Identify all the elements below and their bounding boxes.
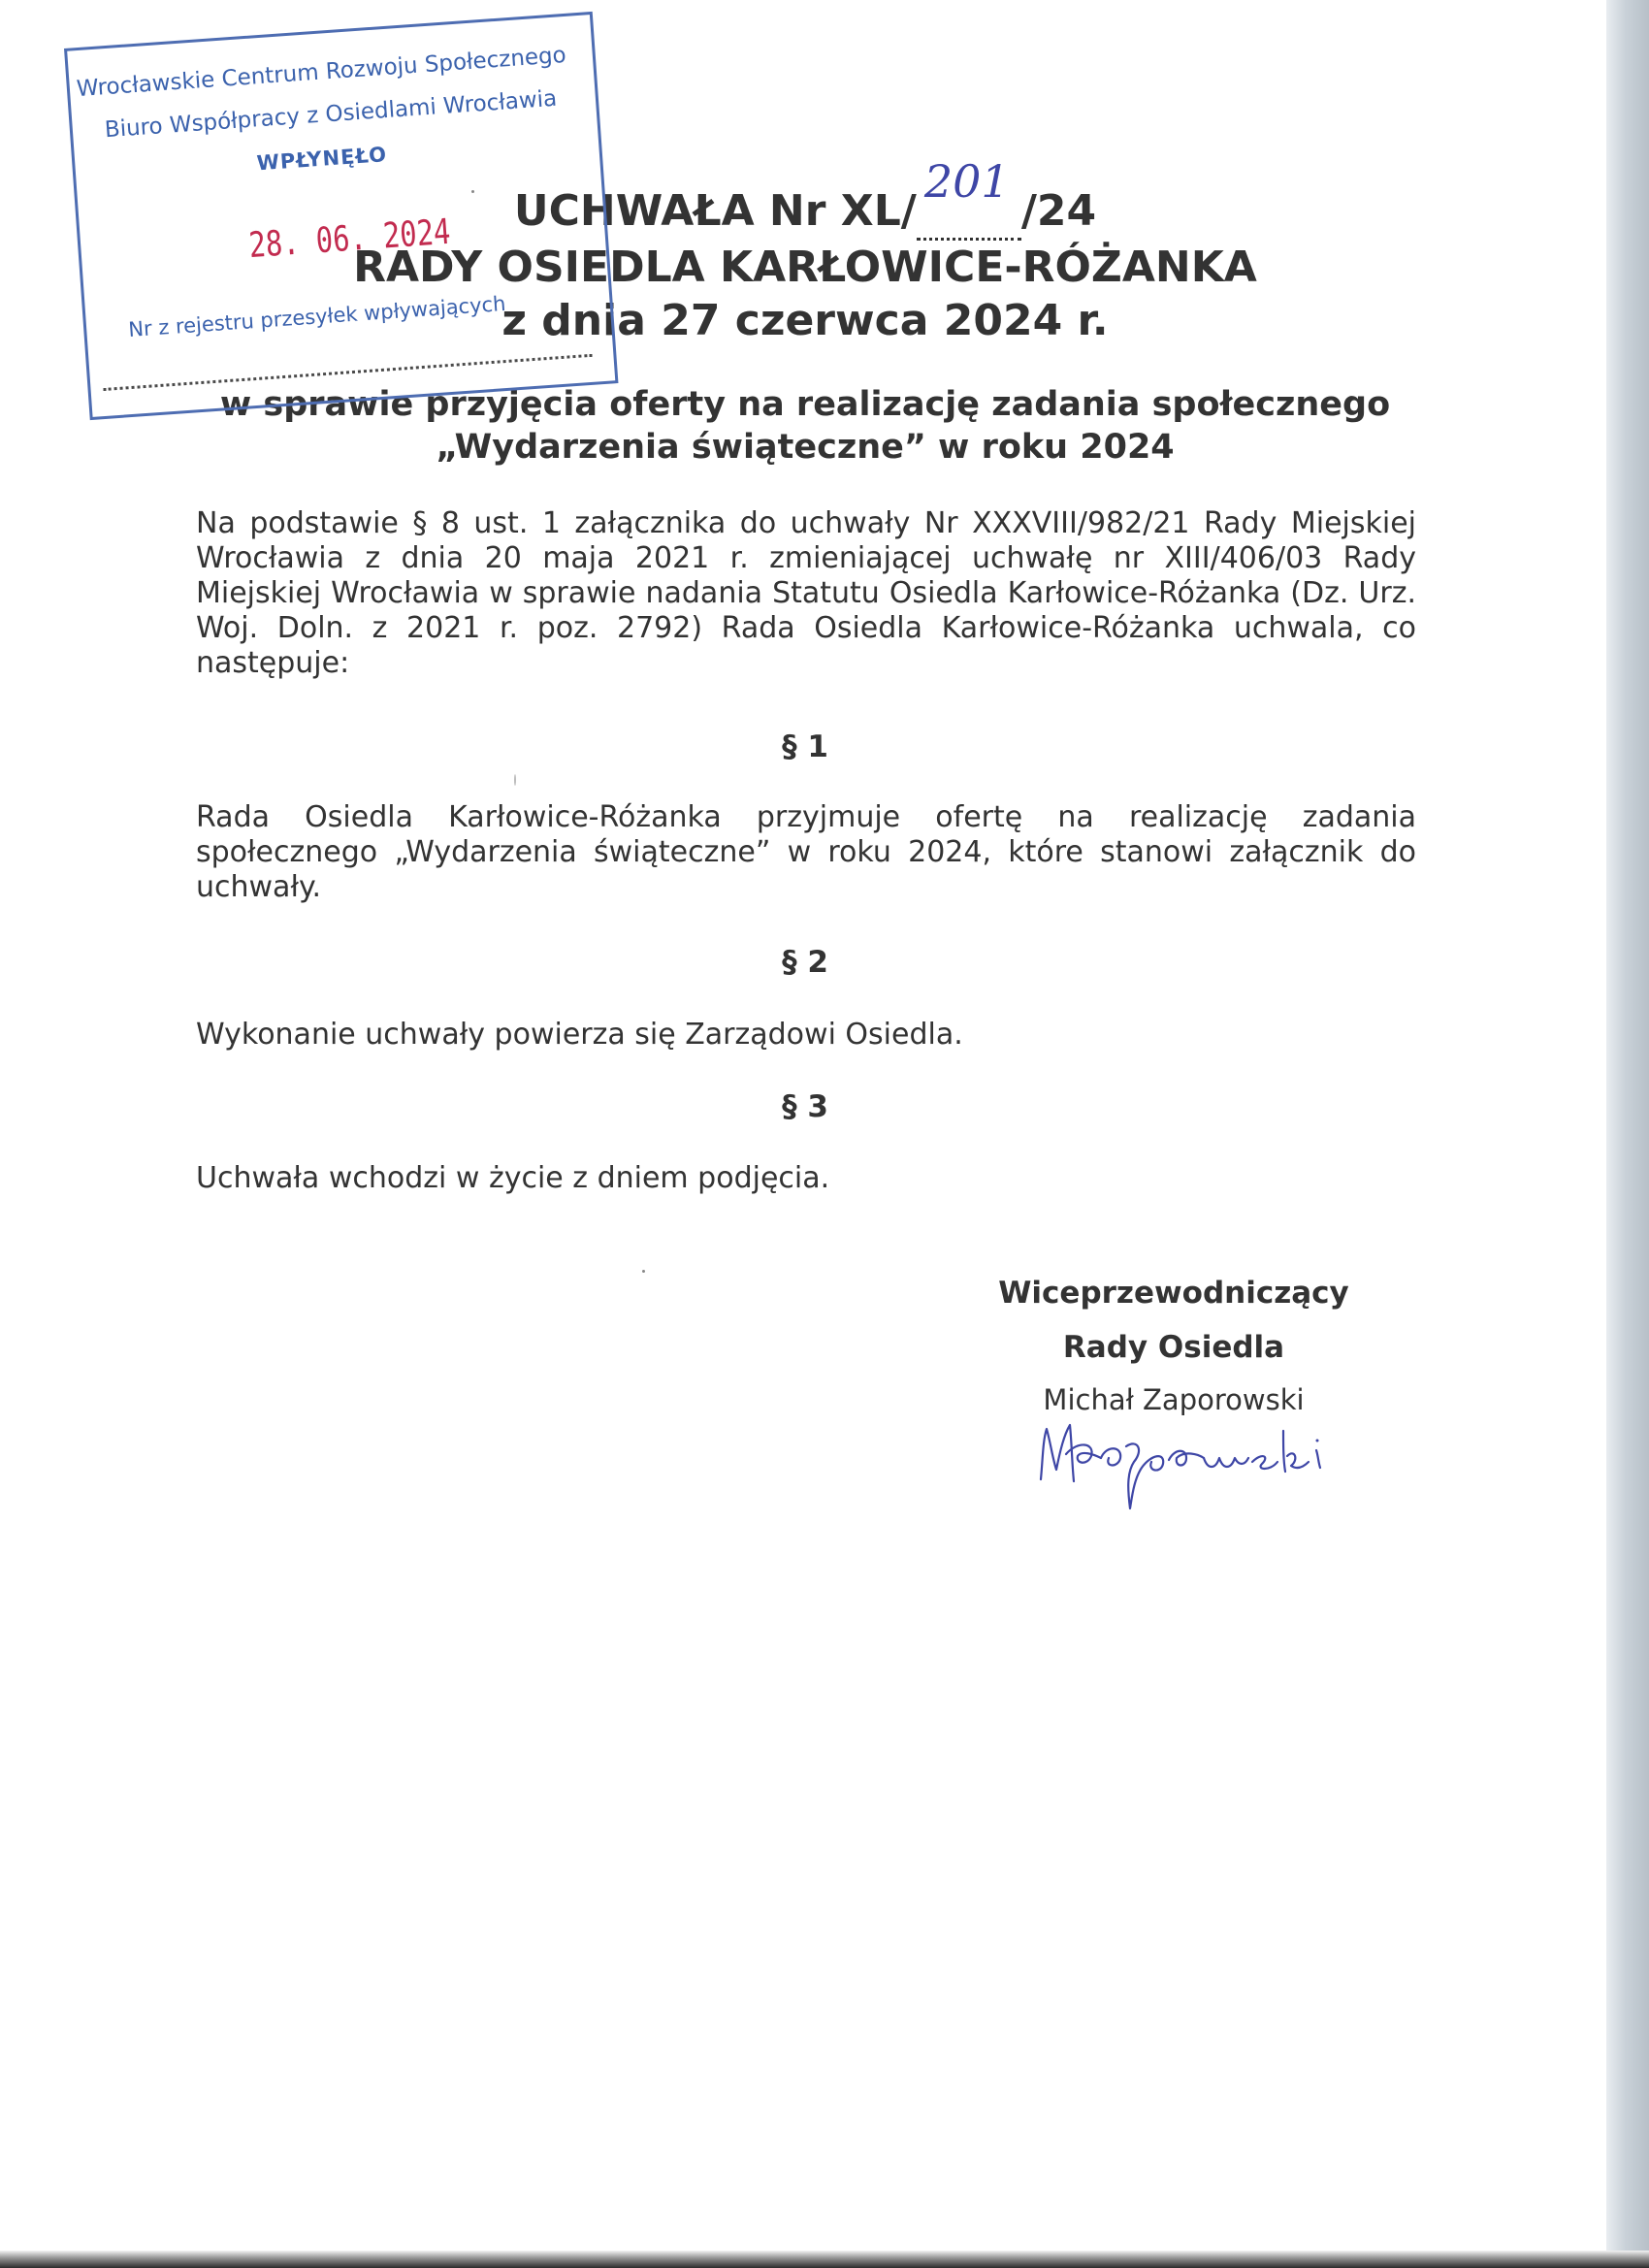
council-name: RADY OSIEDLA KARŁOWICE-RÓŻANKA [353,243,1257,292]
subject-line-1: w sprawie przyjęcia oferty na realizację zadania społecznego [219,385,1391,424]
paragraph-2-heading: § 2 [782,945,828,980]
scan-page-edge-bottom [0,2251,1649,2268]
received-stamp [64,11,632,432]
scan-speck [642,1270,645,1273]
paragraph-3-text: Uchwała wchodzi w życie z dniem podjęcia. [196,1161,830,1195]
paragraph-2-text: Wykonanie uchwały powierza się Zarządowi Osiedla. [196,1018,963,1052]
stamp-date: 28. 06. 2024 [247,211,452,267]
scan-speck [471,190,474,193]
handwritten-signature [1033,1411,1343,1518]
resolution-title: UCHWAŁA Nr XL/ 201 /24 [0,184,1610,241]
signatory-name: Michał Zaporowski [1043,1383,1305,1416]
signatory-council: Rady Osiedla [1062,1330,1285,1365]
signatory-role: Wiceprzewodniczący [998,1276,1349,1311]
preamble: Na podstawie § 8 ust. 1 załącznika do uchwały Nr XXXVIII/982/21 Rady Miejskiej Wrocławia z dnia 20 maja 2021 r. zmieniającej uchwałę nr XIII/406/03 Rady Miejskiej Wrocławia w sprawie nadania Statutu Osiedla Karłowice-Różanka (Dz. Urz. Woj. Doln. z 2021 r. poz. 2792) Rada Osiedla Karłowice-Różanka uchwala, co następuje: [196,506,1416,680]
paragraph-1-text: Rada Osiedla Karłowice-Różanka przyjmuje ofertę na realizację zadania społecznego „Wydarzenia świąteczne” w roku 2024, które stanowi załącznik do uchwały. [196,800,1416,904]
scan-speck [514,774,516,786]
paragraph-1-heading: § 1 [782,729,828,764]
stamp-department: Biuro Współpracy z Osiedlami Wrocławia [104,85,558,144]
subject-line-2: „Wydarzenia świąteczne” w roku 2024 [436,428,1175,467]
scan-page-edge-right [1606,0,1649,2268]
stamp-received-label: WPŁYNĘŁO [255,143,388,176]
signature-block [989,1266,1358,1425]
stamp-register-label: Nr z rejestru przesyłek wpływających [127,291,507,342]
resolution-number-field [917,155,1021,241]
paragraph-3-heading: § 3 [782,1089,828,1124]
handwritten-resolution-number: 201 [923,155,1010,208]
resolution-date: z dnia 27 czerwca 2024 r. [501,296,1109,345]
stamp-institution: Wrocławskie Centrum Rozwoju Społecznego [76,42,567,103]
